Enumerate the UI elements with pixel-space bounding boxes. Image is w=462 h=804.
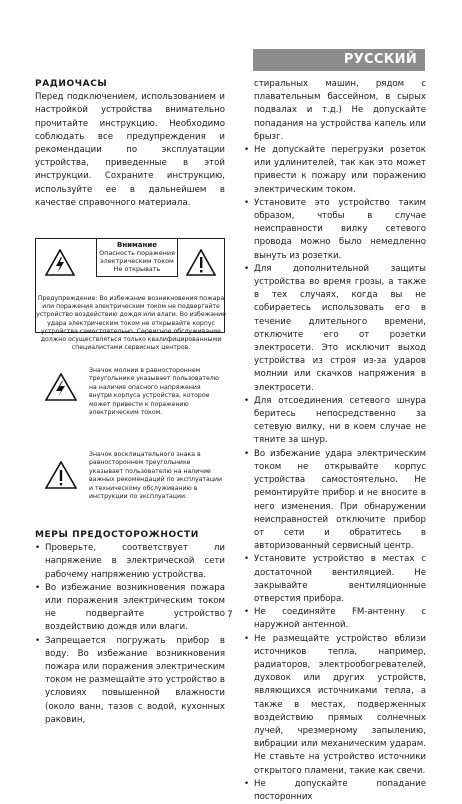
intro-paragraph: Перед подключением, использованием и настройкой устройства внимательно прочитайте инструкцию. Необходимо соблюдать все предупреждения и рекомендации по эксплуатации устройства, приведенные в этой инструкции. Сохраните инструкцию, используйте ее в дальнейшем в качестве справочного материала. bbox=[35, 92, 225, 208]
list-item: • Во избежание возникновения пожара или поражения электрическим током не подвергайте устройство воздействию дождя или влаги. bbox=[35, 582, 225, 635]
exclamation-triangle-icon bbox=[45, 461, 77, 489]
list-item: • Установите устройство в местах с достаточной вентиляцией. Не закрывайте вентиляционные отверстия прибора. bbox=[244, 553, 426, 606]
box-title-block bbox=[96, 239, 178, 277]
list-item: • Для дополнительной защиты устройства во время грозы, а также в тех случаях, когда вы не собираетесь использовать его в течение длительного времени, отключите его от розетки электросети. Это исключит выход устройства из строя из-за ударов молнии или скачков напряжения в электросети. bbox=[244, 263, 426, 395]
exclamation-warning-icon bbox=[186, 249, 216, 276]
list-item: • Во избежание удара электрическим током не открывайте корпус устройства самостоятельно. Не ремонтируйте прибор и не вносите в него изменения. При обнаружении неисправностей отключите прибор от сети и обратитесь в авторизованный сервисный центр. bbox=[244, 448, 426, 554]
lightning-note-text: Значок молнии в равностороннем треугольнике указывает пользователю на наличие опасного напряжения внутри корпуса устройства, которое может привести к поражению электрическим током. bbox=[89, 367, 219, 417]
lightning-warning-icon bbox=[45, 249, 75, 276]
list-item: • Для отсоединения сетевого шнура беритесь непосредственно за сетевую вилку, ни в коем случае не тяните за шнур. bbox=[244, 395, 426, 448]
box-title: Внимание bbox=[116, 241, 157, 250]
right-bullet-list bbox=[244, 144, 426, 804]
right-column bbox=[244, 78, 426, 804]
left-bullet-list bbox=[35, 542, 225, 727]
lightning-triangle-icon bbox=[45, 373, 77, 401]
list-item: • Не размещайте устройство вблизи источников тепла, например, радиаторов, электрообогревателей, духовок или других устройств, являющихся источниками тепла, а также в местах, подверженных воздействию прямых солнечных лучей, чрезмерному запылению, вибрации или механическим ударам. Не ставьте на устройство источники открытого пламени, такие как свечи. bbox=[244, 633, 426, 778]
section-heading: РАДИОЧАСЫ bbox=[35, 79, 108, 89]
precautions-heading: МЕРЫ ПРЕДОСТОРОЖНОСТИ bbox=[35, 530, 199, 541]
list-item: • Не допускайте попадание посторонних bbox=[244, 778, 426, 804]
list-item: • Запрещается погружать прибор в воду. Во избежание возникновения пожара или поражения электрическим током не размещайте это устройство в условиях повышенной влажности (около ванн, тазов с водой, кухонных раковин, bbox=[35, 635, 225, 727]
list-item: • Не соединяйте FM-антенну с наружной антенной. bbox=[244, 606, 426, 632]
list-item: • Установите это устройство таким образом, чтобы в случае неисправности вилку сетевого провода можно было немедленно вынуть из розетки. bbox=[244, 197, 426, 263]
list-item: • Не допускайте перегрузки розеток или удлинителей, так как это может привести к пожару или поражению электрическим током. bbox=[244, 144, 426, 197]
box-subtitle: Опасность поражения электрическим током Не открывать bbox=[99, 249, 175, 274]
warning-box bbox=[35, 238, 226, 352]
exclamation-note bbox=[35, 451, 225, 523]
continuation-text: стиральных машин, рядом с плавательным бассейном, в сырых подвалах и т.д.) Не допускайте попадания на устройства капель или брызг. bbox=[254, 79, 426, 142]
left-column bbox=[35, 78, 225, 727]
box-warning-text: Предупреждение: Во избежание возникновения пожара или поражения электрическим током не подвергайте устройство воздействию дождя или влаги. Во избежание удара электрическим током не открывайте корпус устройства самостоятельно. Сервисное обслуживание должно осуществляться только квалифицированными специалистами сервисных центров. bbox=[36, 295, 226, 352]
lightning-note bbox=[35, 367, 225, 437]
exclamation-note-text: Значок восклицательного знака в равностороннем треугольнике указывает пользователю на наличие важных рекомендаций по эксплуатации и техническому обслуживанию в инструкции по эксплуатации. bbox=[89, 451, 223, 501]
list-item: • Проверьте, соответствует ли напряжение в электрической сети рабочему напряжению устройства. bbox=[35, 542, 225, 582]
page-number: 7 bbox=[227, 610, 233, 620]
language-header: РУССКИЙ bbox=[253, 49, 425, 71]
